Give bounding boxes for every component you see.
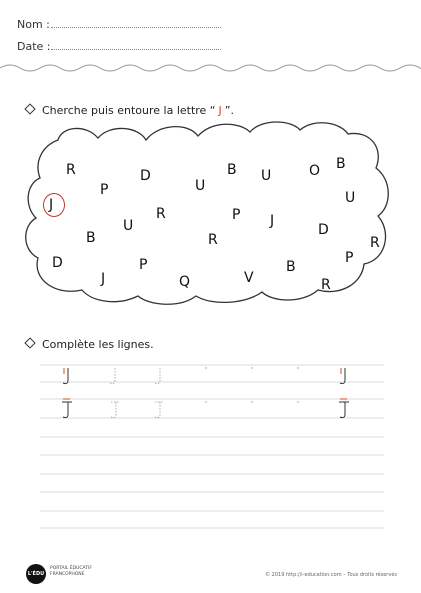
cloud-letter[interactable]: P [139,257,148,273]
cloud-letter[interactable]: U [123,218,134,234]
cloud-letter[interactable]: D [140,168,151,184]
cloud-letter[interactable]: B [286,259,296,275]
date-label: Date : [17,40,51,53]
instruction-text-before: Cherche puis entoure la lettre “ [42,104,216,117]
name-label: Nom : [17,18,50,31]
cloud-letter[interactable]: U [345,190,356,206]
cloud-letter[interactable]: J [101,271,106,287]
cloud-letter[interactable]: D [318,222,329,238]
tracing-row-2 [62,399,349,418]
tracing-row-1 [63,367,345,383]
cloud-letter[interactable]: R [370,235,380,251]
cloud-letter[interactable]: U [261,168,272,184]
target-letter: J [218,104,222,117]
cloud-letter[interactable]: R [321,277,331,293]
brand-text [50,566,92,578]
brand-line-1: PORTAIL ÉDUCATIF [50,566,92,571]
cloud-letter[interactable]: B [86,230,96,246]
ledu-logo: L'ÉDU [26,564,46,584]
cloud-letter[interactable]: R [156,206,166,222]
cloud-letter[interactable]: B [336,156,346,172]
cloud-letter[interactable]: P [100,182,109,198]
instruction-complete-text: Complète les lignes. [42,338,154,351]
circle-mark [43,193,65,217]
cloud-letter[interactable]: J [49,197,54,213]
cloud-letter[interactable]: O [309,163,321,179]
instruction-text-after: ”. [224,104,234,117]
cloud-letter[interactable]: B [227,162,237,178]
cloud-letter[interactable]: P [232,207,241,223]
cloud-letter[interactable]: P [345,250,354,266]
brand-line-2: FRANCOPHONE [50,572,85,577]
cloud-letter[interactable]: R [66,162,76,178]
cloud-letter[interactable]: D [52,255,63,271]
cloud-letter[interactable]: R [208,232,218,248]
cloud-letter[interactable]: Q [179,274,191,290]
cloud-letter[interactable]: J [270,213,275,229]
copyright-text: © 2019 http://i-education.com – Tous droits réservés [265,572,397,578]
cloud-letter[interactable]: U [195,178,206,194]
cloud-letter[interactable]: V [244,270,254,286]
